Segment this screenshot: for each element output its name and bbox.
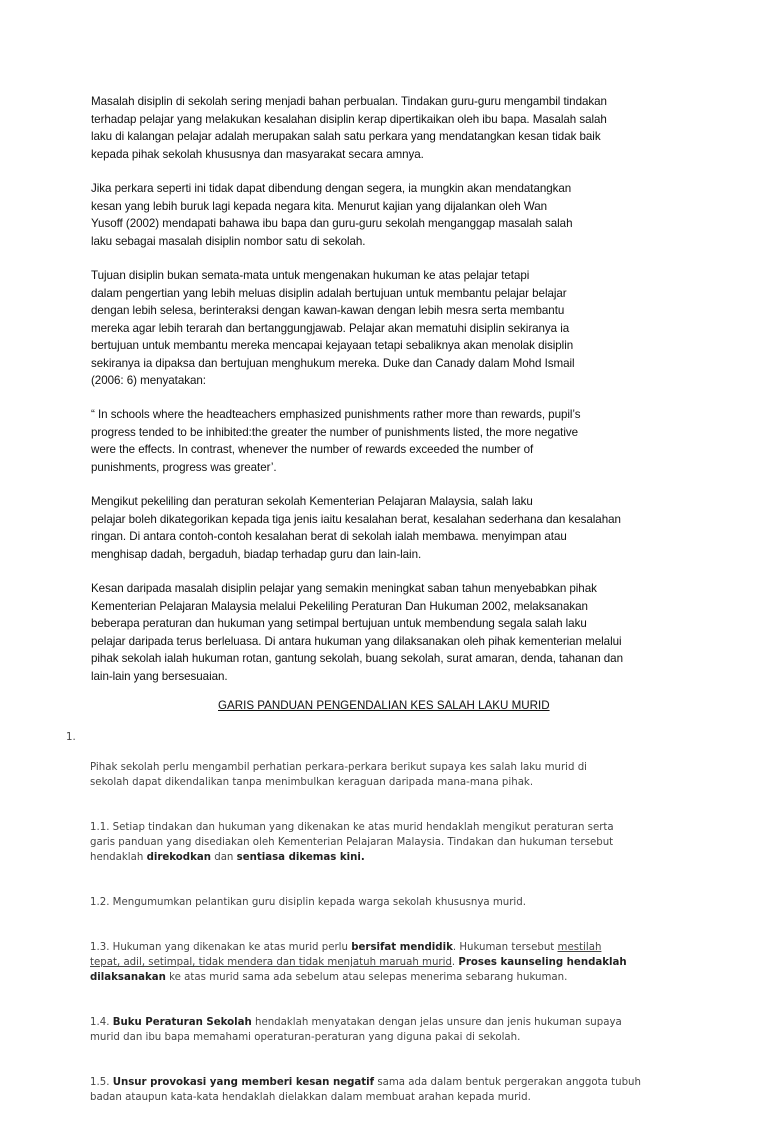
paragraph-intro: Masalah disiplin di sekolah sering menjadi bahan perbualan. Tindakan guru-guru mengambil tindakan terhadap pelajar yang melakukan kesalahan disiplin kerap dipertikaikan oleh ibu bapa. Masalah salah laku di kalangan pelajar adalah merupakan salah satu perkara yang mendatangkan kesan tidak baik kepada pihak sekolah khususnya dan masyarakat secara amnya. [91, 95, 607, 161]
paragraph-categories: Mengikut pekeliling dan peraturan sekolah Kementerian Pelajaran Malaysia, salah laku pelajar boleh dikategorikan kepada tiga jenis iaitu kesalahan berat, kesalahan sederhana dan kesalahan ringan. Di antara contoh-contoh kesalahan berat di sekolah ialah membawa. menyimpan atau menghisap dadah, bergaduh, biadap terhadap guru dan lain-lain. [91, 495, 621, 561]
list-item [66, 730, 686, 1120]
guidelines-list [66, 715, 686, 1135]
bold-text: Unsur provokasi yang memberi kesan negatif [112, 1077, 375, 1088]
sub-item-1-2: 1.2. Mengumumkan pelantikan guru disiplin kepada warga sekolah khususnya murid. [90, 897, 526, 908]
sub-item-text: hendaklah menyatakan dengan jelas unsure dan jenis hukuman supaya murid dan ibu bapa memahami operaturan-peraturan yang diguna pakai di sekolah. [90, 1017, 622, 1043]
list-item-number: 1. [66, 732, 76, 743]
sub-item-text: 1.5. [90, 1077, 113, 1088]
paragraph-effects: Kesan daripada masalah disiplin pelajar yang semakin meningkat saban tahun menyebabkan pihak Kementerian Pelajaran Malaysia melalui Pekeliling Peraturan Dan Hukuman 2002, melaksanakan beberapa peraturan dan hukuman yang setimpal bertujuan untuk membendung segala salah laku pelajar daripada terus berleluasa. Di antara hukuman yang dilaksanakan oleh pihak kementerian melalui pihak sekolah ialah hukuman rotan, gantung sekolah, buang sekolah, surat amaran, denda, tahanan dan lain-lain yang bersesuaian. [91, 582, 623, 683]
sub-item-1-4 [90, 1015, 686, 1045]
underlined-text: mestilah tepat, adil, setimpal, tidak mendera dan tidak menjatuh maruah murid [90, 942, 602, 968]
sub-item-1-1 [90, 820, 686, 865]
paragraph-purpose: Tujuan disiplin bukan semata-mata untuk mengenakan hukuman ke atas pelajar tetapi dalam pengertian yang lebih meluas disiplin adalah bertujuan untuk membantu pelajar belajar dengan lebih selesa, berinteraksi dengan kawan-kawan dengan lebih mesra serta membantu mereka agar lebih terarah dan bertanggungjawab. Pelajar akan mematuhi disiplin sekiranya ia bertujuan untuk membantu mereka mencapai kejayaan tetapi sebaliknya akan menolak disiplin sekiranya ia dipaksa dan bertujuan menghukum mereka. Duke dan Canady dalam Mohd Ismail (2006: 6) menyatakan: [91, 269, 575, 387]
sub-item-text: . [451, 957, 459, 968]
sub-item-1-5 [90, 1075, 686, 1105]
sub-item-text: . Hukuman tersebut [452, 942, 558, 953]
sub-item-text: ke atas murid sama ada sebelum atau selepas menerima sebarang hukuman. [165, 972, 568, 983]
sub-item-1-3 [90, 940, 686, 985]
bold-text: Proses kaunseling hendaklah dilaksanakan [90, 957, 627, 983]
bold-text: direkodkan [146, 852, 211, 863]
guidelines-title: GARIS PANDUAN PENGENDALIAN KES SALAH LAKU MURID [218, 699, 550, 712]
sub-item-text: 1.4. [90, 1017, 113, 1028]
list-item-text: Pihak sekolah perlu mengambil perhatian perkara-perkara berikut supaya kes salah laku murid di sekolah dapat dikendalikan tanpa menimbulkan keraguan daripada mana-mana pihak. [90, 762, 587, 788]
sub-item-text: dan [210, 852, 237, 863]
sub-item-text: sama ada dalam bentuk pergerakan anggota tubuh badan ataupun kata-kata hendaklah dielakkan dalam membuat arahan kepada murid. [90, 1077, 641, 1103]
paragraph-quote: “ In schools where the headteachers emphasized punishments rather more than rewards, pupil’s progress tended to be inhibited:the greater the number of punishments listed, the more negative were the effects. In contrast, whenever the number of rewards exceeded the number of punishments, progress was greater’. [91, 408, 581, 474]
paragraph-research: Jika perkara seperti ini tidak dapat dibendung dengan segera, ia mungkin akan mendatangkan kesan yang lebih buruk lagi kepada negara kita. Menurut kajian yang dijalankan oleh Wan Yusoff (2002) mendapati bahawa ibu bapa dan guru-guru sekolah menganggap masalah salah laku sebagai masalah disiplin nombor satu di sekolah. [91, 182, 573, 248]
bold-text: sentiasa dikemas kini. [236, 852, 365, 863]
bold-text: Buku Peraturan Sekolah [112, 1017, 252, 1028]
sub-item-text: 1.3. Hukuman yang dikenakan ke atas murid perlu [90, 942, 352, 953]
sub-item-text: 1.1. Setiap tindakan dan hukuman yang dikenakan ke atas murid hendaklah mengikut peraturan serta garis panduan yang disediakan oleh Kementerian Pelajaran Malaysia. Tindakan dan hukuman tersebut hendaklah [90, 822, 614, 863]
bold-text: bersifat mendidik [351, 942, 453, 953]
